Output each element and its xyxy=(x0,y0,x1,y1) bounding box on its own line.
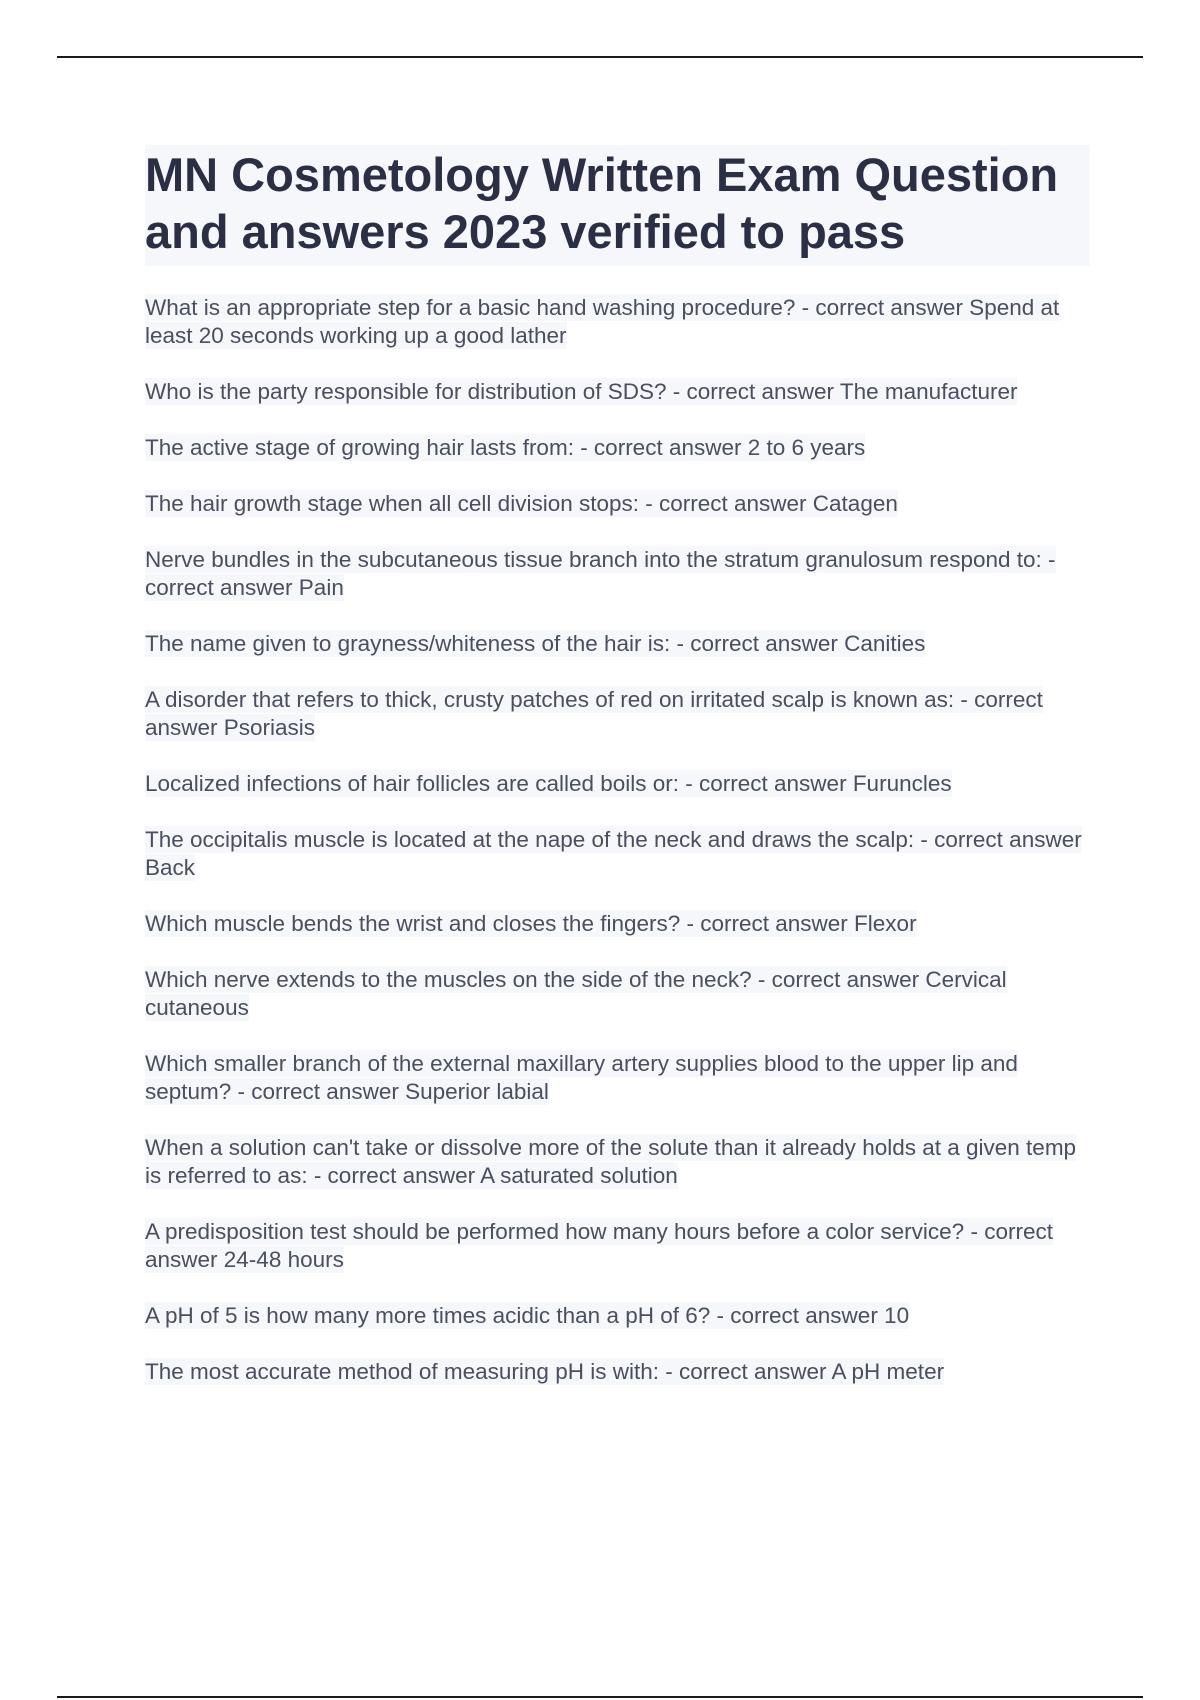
document-body xyxy=(145,145,1090,1414)
qa-item-text: A disorder that refers to thick, crusty patches of red on irritated scalp is known as: - correct answer Psoriasis xyxy=(145,687,1043,740)
qa-item-text: Which muscle bends the wrist and closes the fingers? - correct answer Flexor xyxy=(145,911,917,936)
qa-item-text: Nerve bundles in the subcutaneous tissue branch into the stratum granulosum respond to: - correct answer Pain xyxy=(145,547,1056,600)
qa-item-text: A pH of 5 is how many more times acidic than a pH of 6? - correct answer 10 xyxy=(145,1303,910,1328)
qa-item xyxy=(145,1134,1090,1190)
qa-item xyxy=(145,1302,1090,1330)
qa-item-text: The occipitalis muscle is located at the nape of the neck and draws the scalp: - correct answer Back xyxy=(145,827,1082,880)
qa-item-text: What is an appropriate step for a basic hand washing procedure? - correct answer Spend at least 20 seconds working up a good lather xyxy=(145,295,1060,348)
qa-item xyxy=(145,966,1090,1022)
qa-item-text: Which nerve extends to the muscles on the side of the neck? - correct answer Cervical cutaneous xyxy=(145,967,1007,1020)
qa-item-text: Which smaller branch of the external maxillary artery supplies blood to the upper lip and septum? - correct answer Superior labial xyxy=(145,1051,1018,1104)
qa-item xyxy=(145,378,1090,406)
qa-item-text: The hair growth stage when all cell division stops: - correct answer Catagen xyxy=(145,491,898,516)
qa-item xyxy=(145,630,1090,658)
qa-item-text: The most accurate method of measuring pH is with: - correct answer A pH meter xyxy=(145,1359,945,1384)
qa-item xyxy=(145,686,1090,742)
qa-item-text: Who is the party responsible for distribution of SDS? - correct answer The manufacturer xyxy=(145,379,1018,404)
qa-item-text: Localized infections of hair follicles are called boils or: - correct answer Furuncles xyxy=(145,771,952,796)
bottom-divider xyxy=(57,1696,1143,1698)
qa-item xyxy=(145,826,1090,882)
qa-item xyxy=(145,434,1090,462)
qa-item-text: A predisposition test should be performed how many hours before a color service? - correct answer 24-48 hours xyxy=(145,1219,1053,1272)
qa-item xyxy=(145,490,1090,518)
qa-item-text: The name given to grayness/whiteness of the hair is: - correct answer Canities xyxy=(145,631,926,656)
qa-item xyxy=(145,910,1090,938)
qa-item xyxy=(145,1358,1090,1386)
qa-item xyxy=(145,1218,1090,1274)
qa-item-text: The active stage of growing hair lasts from: - correct answer 2 to 6 years xyxy=(145,435,866,460)
qa-item xyxy=(145,1050,1090,1106)
qa-item xyxy=(145,546,1090,602)
qa-item-text: When a solution can't take or dissolve more of the solute than it already holds at a given temp is referred to as: - correct answer A saturated solution xyxy=(145,1135,1077,1188)
document-title: MN Cosmetology Written Exam Question and answers 2023 verified to pass xyxy=(145,145,1090,266)
top-divider xyxy=(57,56,1143,58)
qa-item xyxy=(145,294,1090,350)
qa-list xyxy=(145,294,1090,1386)
qa-item xyxy=(145,770,1090,798)
